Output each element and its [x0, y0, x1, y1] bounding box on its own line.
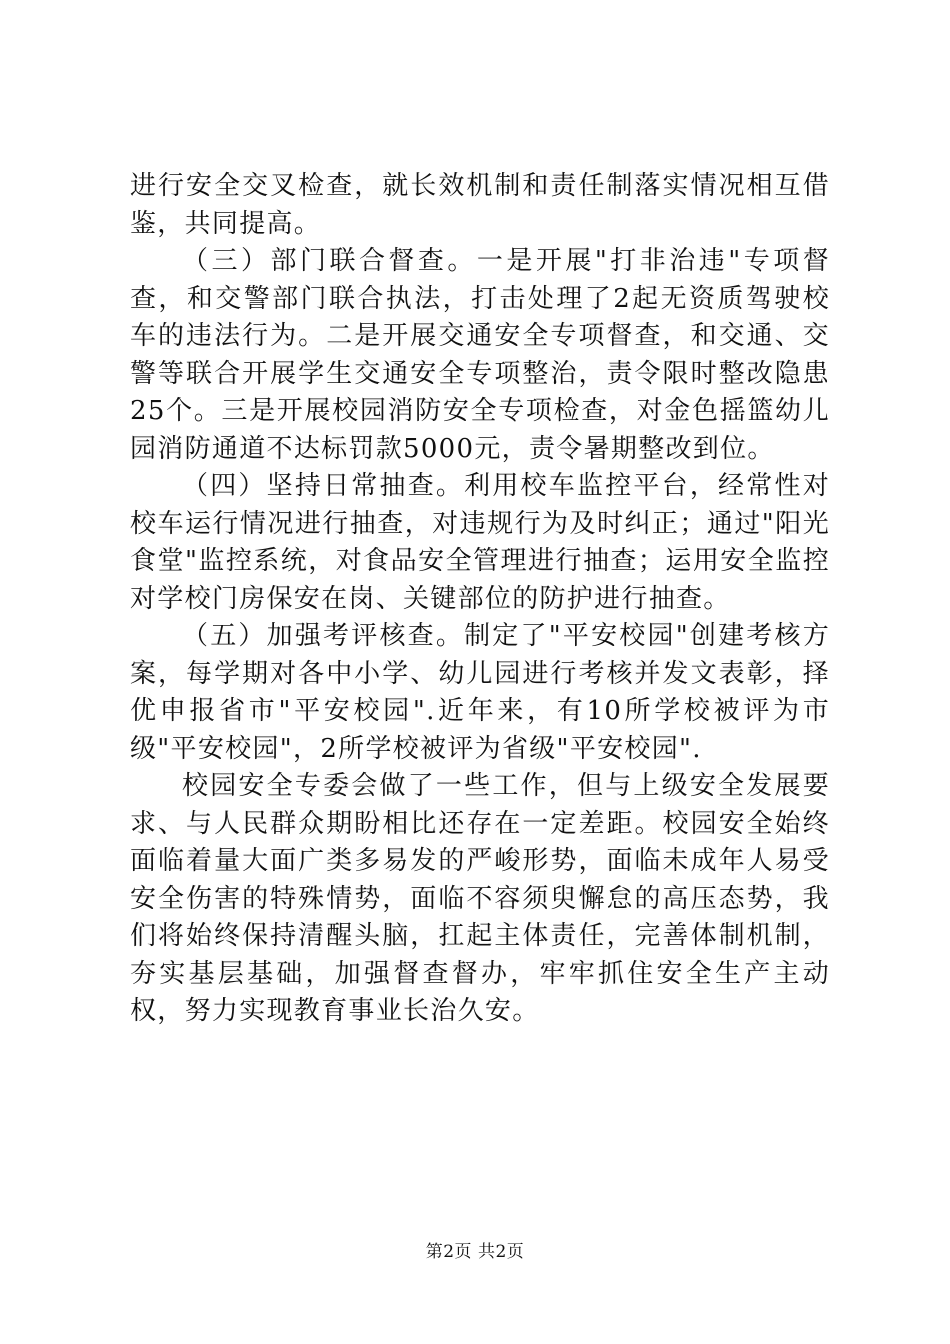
paragraph-continuation: 进行安全交叉检查，就长效机制和责任制落实情况相互借鉴，共同提高。	[130, 171, 830, 239]
paragraph-evaluation-check: （五）加强考评核查。制定了"平安校园"创建考核方案，每学期对各中小学、幼儿园进行考核并发文表彰，择优申报省市"平安校园".近年来，有10所学校被评为市级"平安校园"，2所学校被评为省级"平安校园".	[130, 621, 830, 764]
paragraph-conclusion: 校园安全专委会做了一些工作，但与上级安全发展要求、与人民群众期盼相比还存在一定差距。校园安全始终面临着量大面广类多易发的严峻形势，面临未成年人易受安全伤害的特殊情势，面临不容须臾懈怠的高压态势，我们将始终保持清醒头脑，扛起主体责任，完善体制机制，夯实基层基础，加强督查督办，牢牢抓住安全生产主动权，努力实现教育事业长治久安。	[130, 771, 830, 1026]
document-body	[130, 168, 830, 1031]
paragraph-daily-spot-check: （四）坚持日常抽查。利用校车监控平台，经常性对校车运行情况进行抽查，对违规行为及时纠正；通过"阳光食堂"监控系统，对食品安全管理进行抽查；运用安全监控对学校门房保安在岗、关键部位的防护进行抽查。	[130, 471, 830, 614]
page-number-footer: 第2页 共2页	[425, 1242, 525, 1262]
paragraph-joint-inspection: （三）部门联合督查。一是开展"打非治违"专项督查，和交警部门联合执法，打击处理了2起无资质驾驶校车的违法行为。二是开展交通安全专项督查，和交通、交警等联合开展学生交通安全专项整治，责令限时整改隐患25个。三是开展校园消防安全专项检查，对金色摇篮幼儿园消防通道不达标罚款5000元，责令暑期整改到位。	[130, 246, 830, 464]
